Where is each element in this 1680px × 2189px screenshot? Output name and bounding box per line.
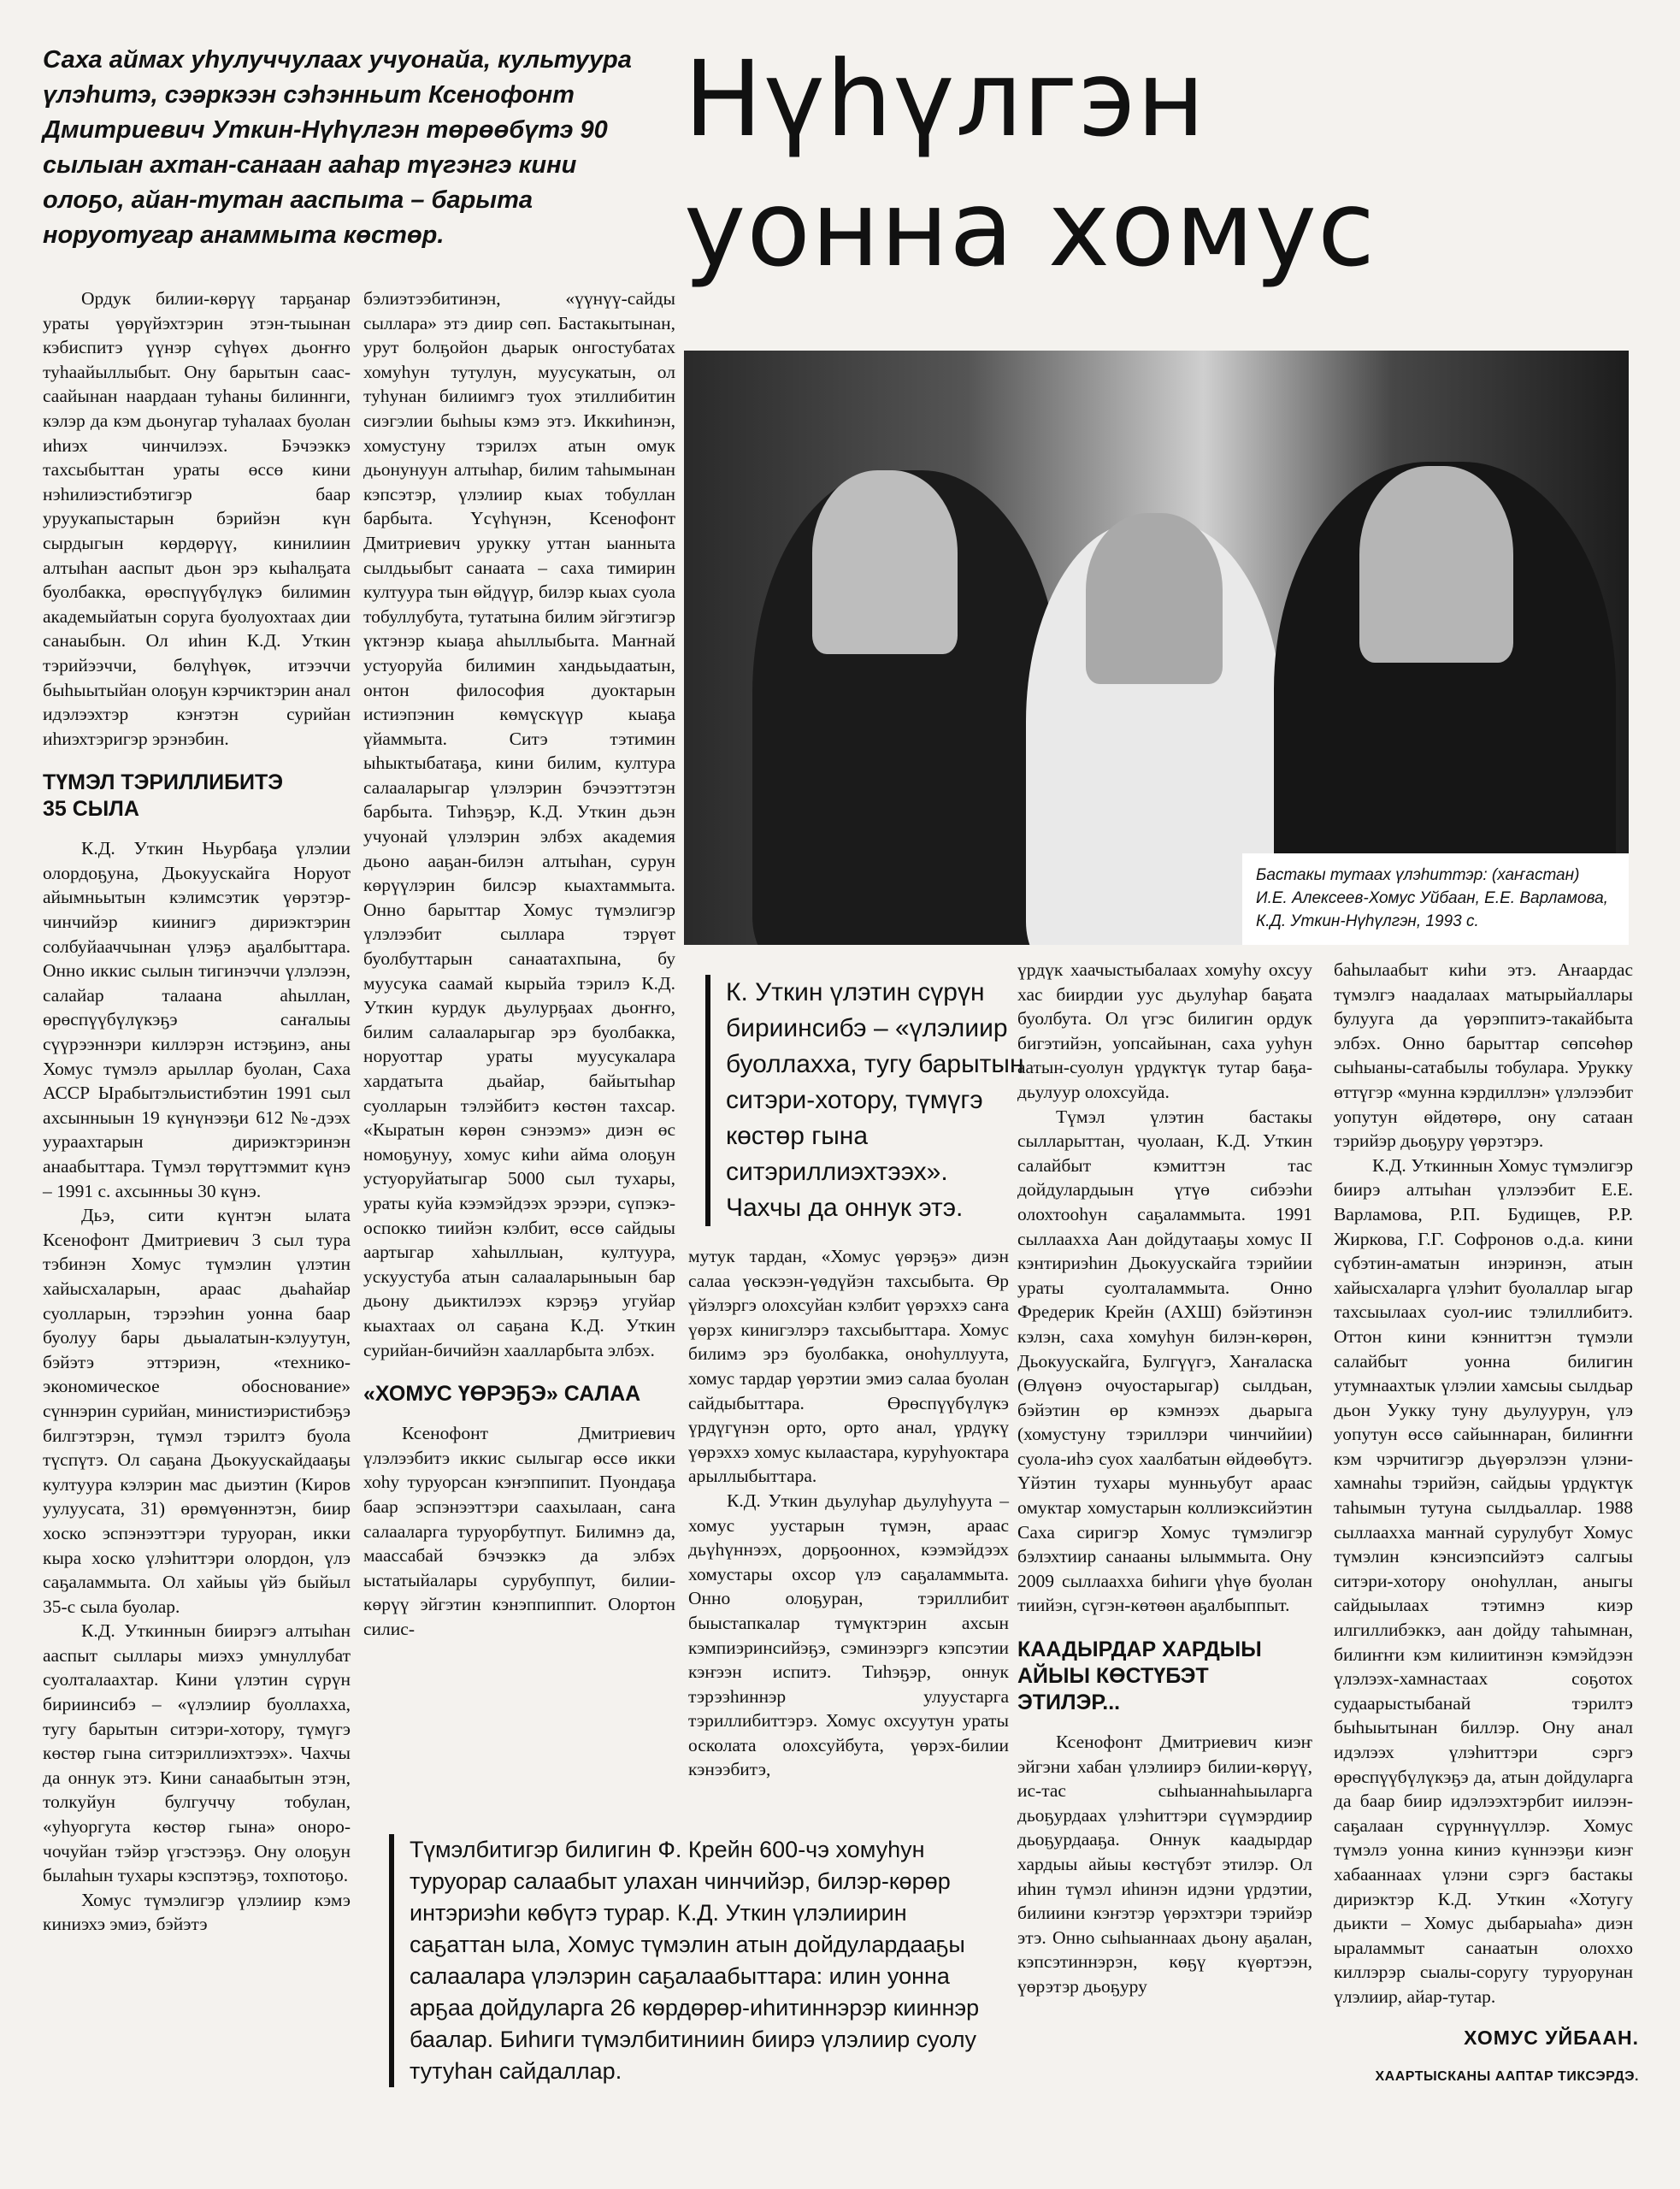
author-signature: ХОМУС УЙБААН.	[1464, 2027, 1639, 2049]
photo-face-right	[1359, 466, 1513, 663]
pull-quote-principle: К. Уткин үлэтин сүрүн бириинсибэ – «үлэлиир буоллахха, тугу барытын ситэри-хотору, түмүгэ көстөр гына ситэриллиэхтээх». Чахчы да оннук этэ.	[705, 975, 1029, 1226]
headline-line-1: Нүһүлгэн	[684, 38, 1206, 160]
column-2	[363, 286, 675, 1641]
photo-face-center	[1086, 513, 1223, 684]
photo-credit: ХААРТЫСКАНЫ ААПТАР ТИКСЭРДЭ.	[1375, 2069, 1639, 2084]
photo-face-left	[812, 470, 958, 654]
photo-caption: Бастакы тутаах үлэһиттэр: (хаҥастан) И.Е. Алексеев-Хомус Уйбаан, Е.Е. Варламова, К.Д. Уткин-Нүһүлгэн, 1993 с.	[1242, 853, 1629, 945]
col2-paragraph-1: бэлиэтээбитинэн, «үүнүү-сайды сыллара» этэ диир сөп. Бастакытынан, урут болҕойон дьарык онгостубатах хомуһун тутулун, муусукатын, ол туһунан билиимгэ туох этиллибитин сиэгэлии быһыы кэмэ этэ. Иккиһинэн, хомустуну тэрилэх атын омук дьонунуун алтыһар, билим таһымынан кэпсэтэр, үлэлиир кыах тобуллан барбыта. Үсүһүнэн, Ксенофонт Дмитриевич урукку уттан ыанныта сылдьыбыт санаата – саха тимирин култуура тын өйдүүр, билэр кыах суола тобуллубута, тутатына билим эйгэтигэр үктэнэр кыаҕа аһыллыбыта. Маҥнай устуоруйа билимин хандьыдаатын, онтон философия дуоктарын истиэпэнин көмүскүүр кыаҕа үйаммыта. Ситэ тэтимин ыһыктыбатаҕа, кини билим, култура салааларыгар үлэлэрин бэчээттэтэн барбыта. Тиһэҕэр, К.Д. Уткин дьэн учуонай үлэлэрин элбэх академия дьоно ааҕан-билэн алтыһан, сурун көрүүлэрин билсэр кыахтаммыта. Онно барыттар Хомус түмэлигэр үлэлээбит сыллара тэрүөт буолбуттарын санаатахпына, бу муусука саамай кырыйа тэрилэ К.Д. Уткин курдук дьулурҕаах дьоҥҥо, билим салааларыгар эрэ буолбакка, норуоттар ураты муусукалара хардатыта дьайар, байытыһар суолларын тэлэйбитэ көстөн тахсар. «Кыратын көрөн сэнээмэ» диэн өс номоҕунуу, хомус киһи айма олоҕун устуоруйатыгар 5000 сыл тухары, ураты куйа кээмэйдээх эрээри, сүпэкэ-оспокко тиийэн кэлбит, өссө сайдыы аартыгар хаһыллыан, култуура, ускуустуба атын салааларыныын бар дьону дьиктилээх кэрэҕэ угуйар кыахтаах ол саҕана К.Д. Уткин сурийан-бичийэн хаалларбыта элбэх.	[363, 288, 675, 1360]
section-heading-staff	[1017, 1637, 1312, 1716]
headline-line-2: уонна хомус	[684, 168, 1376, 290]
col1-paragraph-3: Дьэ, сити күнтэн ылата Ксенофонт Дмитриевич 3 сыл тура тэбинэн Хомус түмэлин үлэтин хайысхаларын, араас дьаһайар суолларын, тэрээһин уонна баар буолуу бары дьыалатын-кэлуутун, бэйэтэ эттэриэн, «технико-экономическое обоснование» сүннэрин сурийан, министиэристибэҕэ билгэтэрэн, түмэл тэрилтэ буола түспүтэ. Ол саҕана Дьокуускайдааҕы култуура кэлэрин мас дьиэтин (Киров уулуусата, 31) өрөмүөннэтэн, биир хоско эспэнээттэри туруоран, икки кыра хоско үлэһиттэри олордон, үлэ саҕаламмыта. Ол хайыы үйэ быйыл 35-с сыла буолар.	[43, 1205, 351, 1617]
col1-paragraph-5: Хомус түмэлигэр үлэлиир кэмэ киниэхэ эмиэ, бэйэтэ	[43, 1889, 351, 1935]
section-heading-staff-line-1: КААДЫРДАР ХАРДЫЫ	[1017, 1637, 1262, 1662]
column-5	[1334, 958, 1633, 2009]
pull-quote-krane: Түмэлбитигэр билигин Ф. Крейн 600-чэ хомуһун туруорар салаабыт улахан чинчийэр, билэр-көрөр интэриэһи көбүтэ турар. К.Д. Уткин үлэлиирин саҕаттан ыла, Хомус түмэлин атын дойдулардааҕы салаалара үлэлэрин саҕалаабыттара: илин уонна арҕаа дойдуларга 26 көрдөрөр-иһитиннэрэр кииннэр баалар. Биһиги түмэлбитиниин биирэ үлэлиир суолу тутуһан сайдаллар.	[389, 1834, 1004, 2087]
col3-paragraph-1: мутук тардан, «Хомус үөрэҕэ» диэн салаа үөскээн-үөдүйэн тахсыбыта. Өр үйэлэргэ олохсуйан кэлбит үөрэххэ саҥа үөрэх кинигэлэрэ тахсыбыттара. Хомус билимэ эрэ буолбакка, оноһуллуута, хомус тардар үөрэтии эмиэ салаа буолан сайдыбыттара. Өрөспүүбүлүкэ үрдүгүнэн орто, орто анал, үрдүкү үөрэххэ хомус кылаастара, куруһуоктара арыллыбыттара.	[688, 1246, 1009, 1487]
col4-paragraph-1: үрдүк хаачыстыбалаах хомуһу охсуу хас биирдии уус дьулуһар баҕата буолбута. Ол үгэс билигин ордук бигэтийэн, уопсайынан, саха ууһун аатын-суолун үрдүктүк тутар баҕа-дьулуур олохсуйда.	[1017, 959, 1312, 1102]
col1-paragraph-2: К.Д. Уткин Ньурбаҕа үлэлии олордоҕуна, Дьокуускайга Норуот айымньытын кэлимсэтик үөрэтэр-чинчийэр киинигэ дириэктэрин солбуйааччынан үлэҕэ аҕалбыттара. Онно иккис сылын тигинэччи үлэлээн, салайар талаана аһыллан, өрөспүүбүлүкэҕэ саҥалыы сүүрээннэри киллэрэн истэҕинэ, аны Хомус түмэлэ арыллар буолан, Саха АССР Ырабытэльистибэтин 1991 сыл ахсынныын 19 күнүнээҕи 612 №-дээх уураахтарын дириэктэринэн анаабыттара. Түмэл төрүттэммит күнэ – 1991 с. ахсынньы 30 күнэ.	[43, 838, 351, 1201]
archival-photo	[684, 351, 1629, 945]
column-1	[43, 286, 351, 1937]
headline	[684, 34, 1642, 294]
col1-paragraph-1: Ордук билии-көрүү тарҕанар ураты үөрүйэхтэрин этэн-тыынан кэбиспитэ үүнэр сүһүөх дьоҥҥо туһаайыллыбыт. Ону барытын саас-саайынан наардаан туһаны билиннги, кэлэр да кэм дьонугар туһалаах буолан иһиэх чинчилээх. Бэчээккэ тахсыбыттан ураты өссө кини нэһилиэстибэтигэр баар уруукапыстарын бэрийэн күн сырдыгын көрдөрүү, кинилиин алтыһан ааспыт дьон эрэ кыһалҕата буолбакка, өрөспүүбүлүкэ билимин академыйатын соруга буолуохтаах дии санаыбын. Ол иһин К.Д. Уткин тэрийээччи, бөлүһүөк, итээччи быһыытыйан олоҕун кэрчиктэрин анал идэлээхтэр кэҥэтэн сурийан иһиэхтэригэр эрэнэбин.	[43, 288, 351, 749]
column-3	[688, 1244, 1009, 1782]
section-heading-museum-line-1: ТҮМЭЛ ТЭРИЛЛИБИТЭ	[43, 770, 284, 795]
col1-paragraph-4: К.Д. Уткиннын биирэгэ алтыһан ааспыт сыллары миэхэ умнуллубат суолталаахтар. Кини үлэтин сүрүн бириинсибэ – «үлэлиир буоллахха, тугу барытын ситэри-хотору, түмүгэ көстөр гына ситэриллиэхтээх». Чахчы да оннук этэ. Кини санаабытын этэн, толкуйун булгуччу тобулан, «уһуоргута көстөр гына» оноро-чочуйан тэйэр үгэстээҕэ. Ону олоҕун былаһын тухары кэспэтэҕэ, тохпотоҕо.	[43, 1620, 351, 1886]
col5-paragraph-2: К.Д. Уткиннын Хомус түмэлигэр биирэ алтыһан үлэлээбит Е.Е. Варламова, Р.П. Будищев, Р.Р. Жиркова, Г.Г. Софронов о.д.а. кини сүбэтин-аматын инэринэн, атын хайысхаларга үлэһит буолаллар ыгар тахсыылаах суол-иис тэлиллибитэ. Оттон кини кэнниттэн түмэли салайбыт уонна билигин утумнаахтык үлэлии хамсыы сылдьар дьон Уукку туну дьулуурун, үлэ уопутун өссө сайыннаран, билиҥҥи кэм чэрчитигэр дьүөрэлээн үлэни-хамнаһы тэрийэн, сайдыы үрдүктүк таһымын тутуна сылдьаллар. 1988 сыллаахха маҥнай сурулубут Хомус түмэлин кэнсиэпсийэтэ салгыы ситэри-хотору оноһуллан, аныгы сайдыылаах тэтимнэ киэр илгиллибэккэ, аан дойду таһымнан, билиҥҥи кэм килиитинэн кэмэйдээн үлэлээх-хамнастаах соҕотох судаарыстыбанай тэрилтэ быһыытынан биллэр. Ону анал идэлээх үлэһиттэри сэргэ өрөспүүбүлүкэҕэ да, атын дойдуларга да баар биир идэлээхтэрбит иилээн-саҕалаан сүрүннүүллэр. Хомус түмэлэ уонна киниэ күннээҕи киэҥ хабааннаах үлэни сэргэ бастакы дириэктэр К.Д. Уткин «Хотугу дьикти – Хомус дыбарыаһа» диэн ыраламмыт санаатын олоххо киллэрэр сыалы-соругу туруорунан үлэлиир, айар-тутар.	[1334, 1154, 1633, 2007]
section-heading-staff-line-2: АЙЫЫ КӨСТҮБЭТ	[1017, 1664, 1209, 1689]
col2-paragraph-2: Ксенофонт Дмитриевич үлэлээбитэ иккис сылыгар өссө икки хоһу туруорсан кэҥэппипит. Пуондаҕа баар эспэнээттэри саахылаан, саҥа салааларга туруорбутпут. Билимнэ да, мааcсабай бэчээккэ да элбэх ыстатыйалары сурубуппут, билии-көрүү эйгэтин кэнэппиппит. Олортон силис-	[363, 1423, 675, 1639]
section-heading-khomus-study: «ХОМУС ҮӨРЭҔЭ» САЛАА	[363, 1382, 641, 1407]
lead-paragraph: Саха аймах уһулуччулаах учуонайа, культуура үлэһитэ, сэәркээн сэһэнньит Ксенофонт Дмитриевич Уткин-Нүһүлгэн төрөөбүтэ 90 сылыан ахтан-санаан ааһар түгэнгэ кини олоҕо, айан-тутан ааспыта – барыта норуотугар анаммыта көстөр.	[43, 46, 632, 249]
section-heading-museum	[43, 770, 351, 823]
column-4	[1017, 958, 1312, 1999]
section-heading-museum-line-2: 35 СЫЛА	[43, 797, 139, 822]
col4-paragraph-2: Түмэл үлэтин бастакы сылларыттан, чуолаан, К.Д. Уткин салайбыт кэмиттэн тас дойдулардыын үтүө сибээһи олохтооһун саҕаламмыта. 1991 сыллаахха Аан дойдутааҕы хомус II кэнтириэһин Дьокуускайга тэрийии ураты суолталаммыта. Онно Фредерик Крейн (АХШ) бэйэтинэн кэлэн, саха хомуһун билэн-көрөн, Дьокуускайга, Булгүүгэ, Хаҥаласка (Өлүөнэ очуостарыгар) сылдьан, бэйэтин өр кэмнээх дьарыга (хомустуну тэриллэри чинчийии) суола-иһэ суох хаалбатын өйдөөбүтэ. Үйэтин тухары мунньубут араас омуктар хомустарын коллиэксийэтин Саха сиригэр Хомус түмэлигэр бэлэхтиир санааны ылыммыта. Ону 2009 сыллаахха биһиги үһүө буолан тиийэн, сүгэн-көтөөн аҕалбыппыт.	[1017, 1106, 1312, 1616]
col3-paragraph-2: К.Д. Уткин дьулуһар дьулуһуута – хомус уустарын түмэн, араас дьүһүннээх, дорҕооннох, кээмэйдээх хомустары охсор үлэ саҕаламмыта. Онно олоҕуран, тэриллибит быыстапкалар түмүктэрин ахсын кэмпиэринсийэҕэ, сэминээргэ кэпсэтии кэҥээн испитэ. Тиһэҕэр, оннук тэрээһиннэр улуустарга тэриллибиттэрэ. Хомус охсуутун ураты осколата олохсуйбута, үөрэх-билии кэнээбитэ,	[688, 1490, 1009, 1780]
section-heading-staff-line-3: ЭТИЛЭР...	[1017, 1690, 1121, 1715]
col4-paragraph-3: Ксенофонт Дмитриевич киэҥ эйгэни хабан үлэлиирэ билии-көрүү, ис-тас сыһыаннаһыыларга дьоҕурдаах үлэһиттэри сүүмэрдиир дьоҕурдааҕа. Оннук каадырдар хардыы айыы көстүбэт этилэр. Ол иһин түмэл иһинэн идэни үрдэтии, билиини кэҥэтэр үөрэхтэри тэрийэр этэ. Онно сыһыаннаах дьону аҕалан, кэпсэтиннэрэн, көҕү күөртээн, үөрэтэр дьоҕуру	[1017, 1732, 1312, 1997]
col5-paragraph-1: баһылаабыт киһи этэ. Аҥаардас түмэлгэ наадалаах матырыйаллары булууга да үөрэппитэ-такайбыта элбэх. Онно барыттар сөпсөһөр сыһыаны-сатабылы тобулара. Урукку өттүгэр «мунна кэрдиллэн» үлэлээбит уопутун өйдөтөрө, ону сатаан тэрийэр дьоҕуру үөрэтэрэ.	[1334, 959, 1633, 1152]
